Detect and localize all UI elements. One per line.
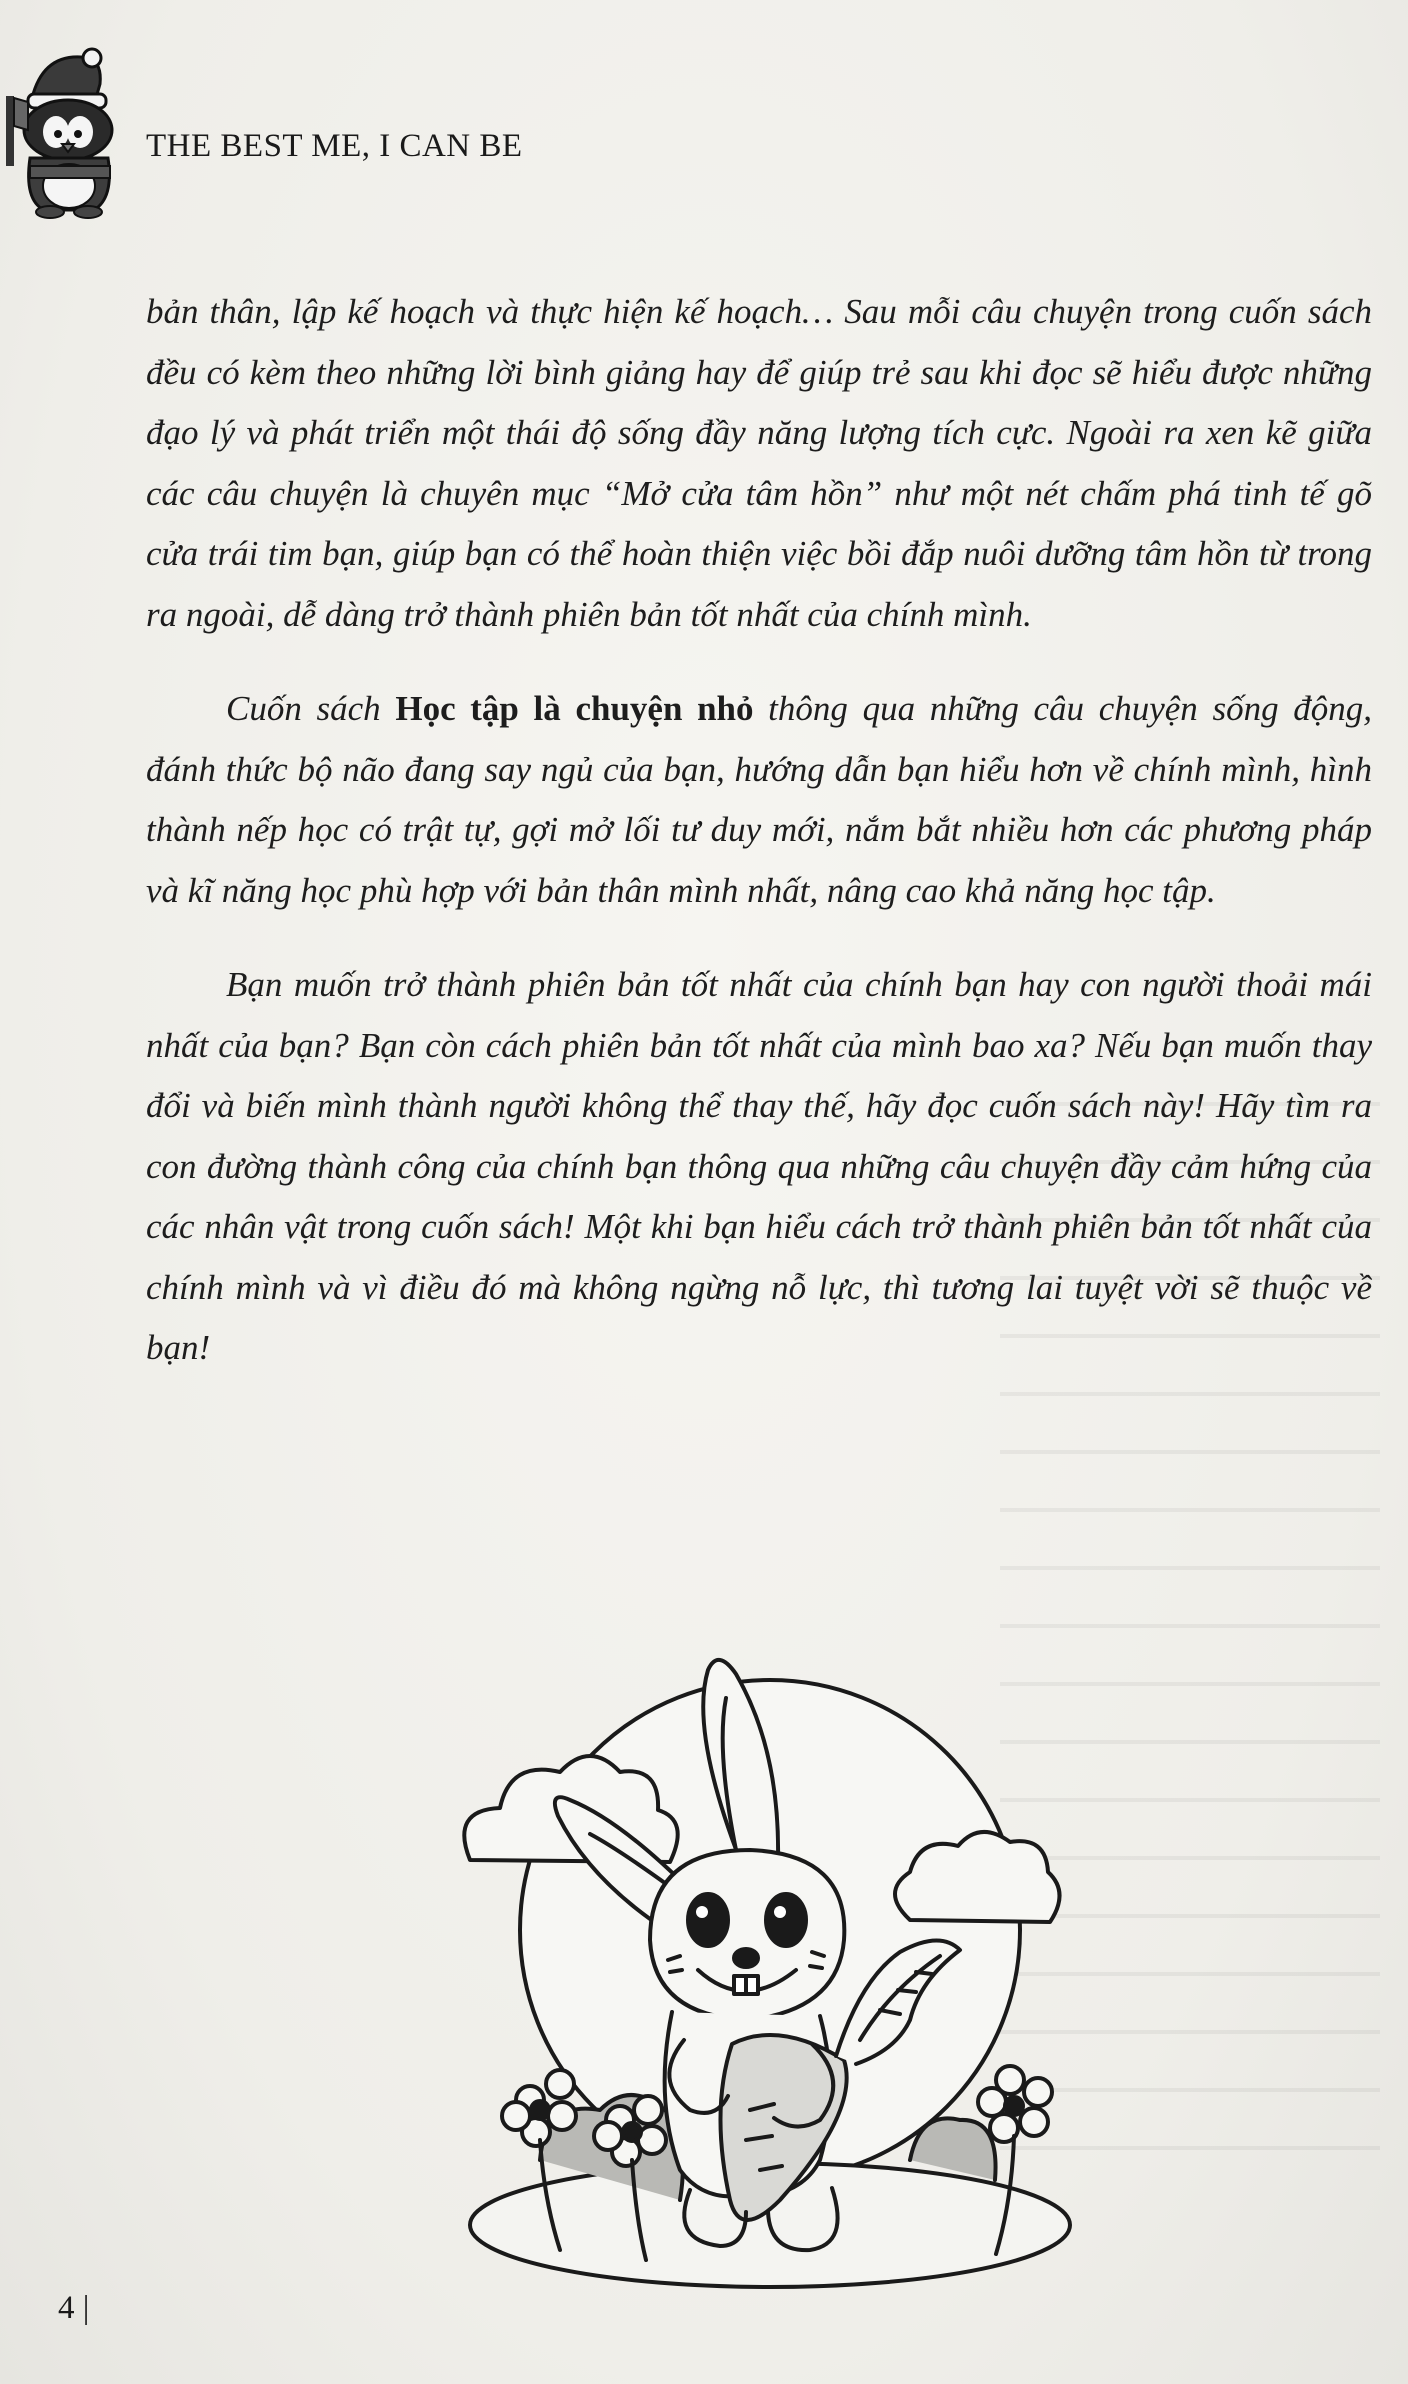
book-name-bold: Học tập là chuyện nhỏ (395, 689, 754, 728)
paragraph-2-lead: Cuốn sách (226, 689, 396, 728)
penguin-mascot-icon (4, 40, 136, 220)
paragraph-2 (146, 679, 1372, 921)
book-title: THE BEST ME, I CAN BE (146, 128, 523, 164)
paragraph-3: Bạn muốn trở thành phiên bản tốt nhất của chính bạn hay con người thoải mái nhất của bạn? Bạn còn cách phiên bản tốt nhất của mình bao xa? Nếu bạn muốn thay đổi và biến mình thành người không thể thay thế, hãy đọc cuốn sách này! Hãy tìm ra con đường thành công của chính bạn thông qua những câu chuyện đầy cảm hứng của các nhân vật trong cuốn sách! Một khi bạn hiểu cách trở thành phiên bản tốt nhất của chính mình và vì điều đó mà không ngừng nỗ lực, thì tương lai tuyệt vời sẽ thuộc về bạn! (146, 965, 1372, 1367)
body-text (146, 282, 1372, 1413)
rabbit-holding-carrot-icon (440, 1640, 1080, 2300)
paragraph-1: bản thân, lập kế hoạch và thực hiện kế hoạch… Sau mỗi câu chuyện trong cuốn sách đều có kèm theo những lời bình giảng hay để giúp trẻ sau khi đọc sẽ hiểu được những đạo lý và phát triển một thái độ sống đầy năng lượng tích cực. Ngoài ra xen kẽ giữa các câu chuyện là chuyên mục “Mở cửa tâm hồn” như một nét chấm phá tinh tế gõ cửa trái tim bạn, giúp bạn có thể hoàn thiện việc bồi đắp nuôi dưỡng tâm hồn từ trong ra ngoài, dễ dàng trở thành phiên bản tốt nhất của chính mình. (146, 292, 1372, 634)
page-number: 4 | (58, 2290, 90, 2326)
page-header (0, 40, 900, 230)
paragraph-2-rest: thông qua những câu chuyện sống động, đánh thức bộ não đang say ngủ của bạn, hướng dẫn bạn hiểu hơn về chính mình, hình thành nếp học có trật tự, gợi mở lối tư duy mới, nắm bắt nhiều hơn các phương pháp và kĩ năng học phù hợp với bản thân mình nhất, nâng cao khả năng học tập. (146, 689, 1373, 910)
